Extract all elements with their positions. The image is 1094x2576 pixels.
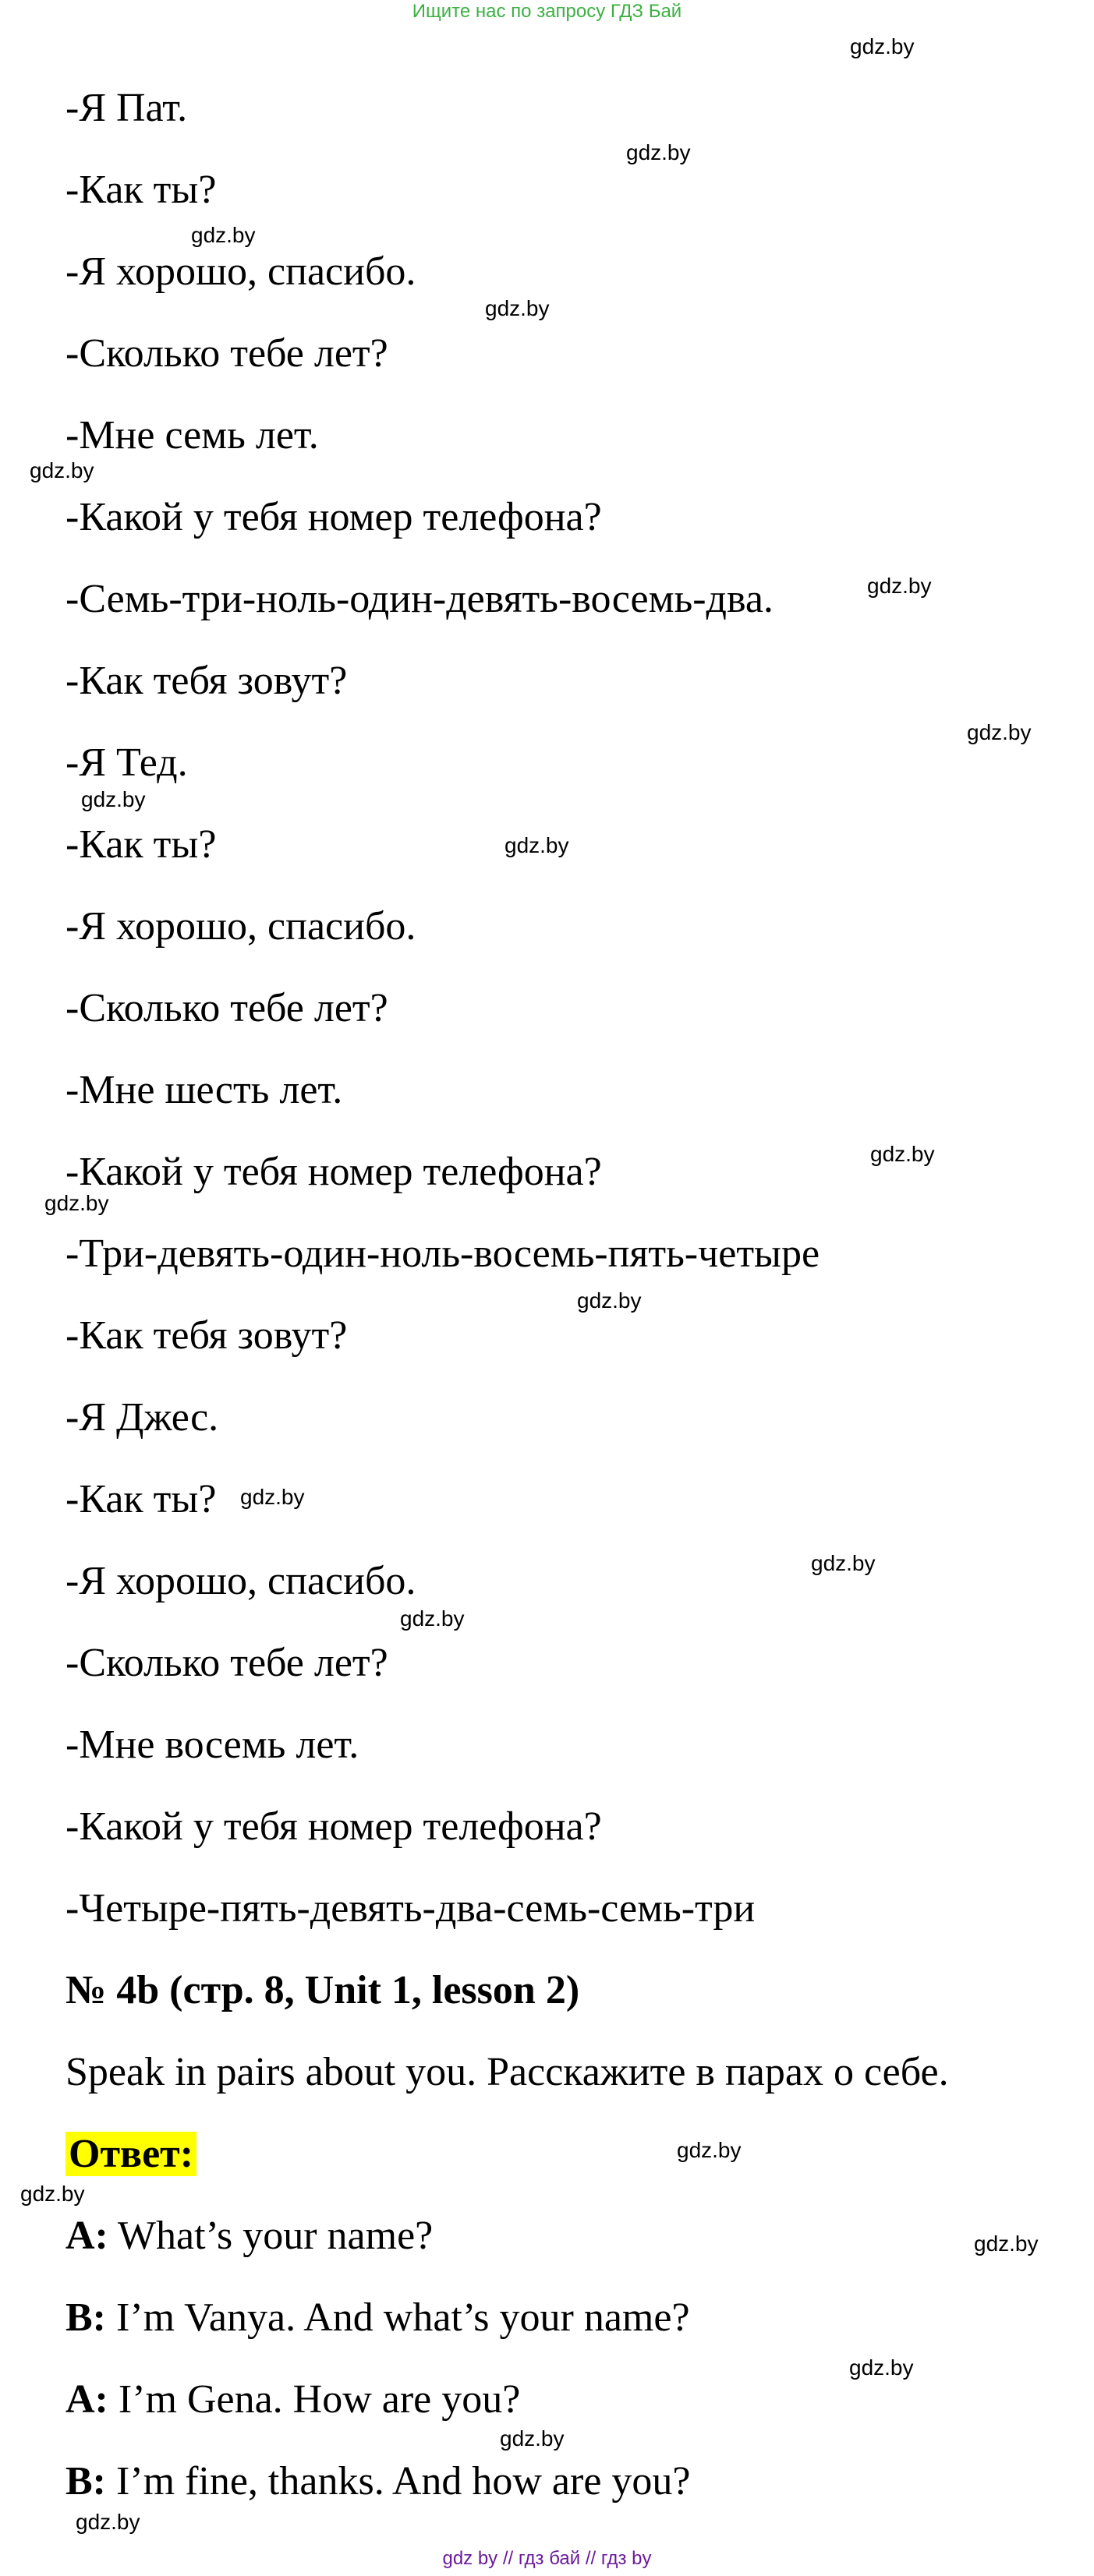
dialogue-line: -Какой у тебя номер телефона? xyxy=(65,495,602,539)
watermark: gdz.by xyxy=(870,1142,935,1166)
speaker-label: A: xyxy=(65,2214,108,2258)
watermark: gdz.by xyxy=(485,296,550,320)
watermark: gdz.by xyxy=(849,2355,914,2380)
watermark: gdz.by xyxy=(44,1191,109,1215)
speaker-text: I’m Vanya. And what’s your name? xyxy=(106,2295,690,2340)
dialogue-line: -Я Джес. xyxy=(65,1395,219,1440)
dialogue-line: -Сколько тебе лет? xyxy=(65,986,388,1030)
dialogue-line: -Я Пат. xyxy=(65,86,188,130)
dialogue-line: -Сколько тебе лет? xyxy=(65,1641,388,1685)
speaker-text: I’m fine, thanks. And how are you? xyxy=(106,2459,691,2504)
watermark: gdz.by xyxy=(577,1288,642,1313)
pair-dialogue-line xyxy=(65,2294,690,2342)
pair-dialogue-line xyxy=(65,2212,433,2260)
speaker-label: B: xyxy=(65,2459,106,2504)
watermark: gdz.by xyxy=(967,720,1032,744)
dialogue-line: -Семь-три-ноль-один-девять-восемь-два. xyxy=(65,577,774,621)
watermark: gdz.by xyxy=(811,1551,876,1575)
dialogue-line: -Как ты? xyxy=(65,822,217,867)
answer-label: Ответ: xyxy=(65,2132,196,2176)
watermark: gdz.by xyxy=(30,458,94,482)
dialogue-line: -Четыре-пять-девять-два-семь-семь-три xyxy=(65,1886,756,1931)
watermark: gdz.by xyxy=(191,223,256,247)
dialogue-line: -Мне восемь лет. xyxy=(65,1723,359,1767)
watermark: gdz.by xyxy=(20,2182,85,2206)
exercise-heading: № 4b (стр. 8, Unit 1, lesson 2) xyxy=(65,1968,580,2012)
dialogue-line: -Как тебя зовут? xyxy=(65,1313,348,1358)
dialogue-line: -Как ты? xyxy=(65,168,217,212)
dialogue-line: -Сколько тебе лет? xyxy=(65,331,388,376)
search-banner[interactable]: Ищите нас по запросу ГДЗ Бай xyxy=(412,1,682,22)
dialogue-line: -Я хорошо, спасибо. xyxy=(65,904,416,949)
watermark: gdz.by xyxy=(81,787,146,811)
dialogue-line: -Три-девять-один-ноль-восемь-пять-четыре xyxy=(65,1231,820,1276)
dialogue-line: -Я хорошо, спасибо. xyxy=(65,249,416,294)
watermark: gdz.by xyxy=(505,833,569,857)
watermark: gdz.by xyxy=(677,2138,742,2162)
answer-row xyxy=(65,2130,196,2178)
watermark: gdz.by xyxy=(240,1485,305,1509)
dialogue-line: -Как тебя зовут? xyxy=(65,659,348,703)
watermark: gdz.by xyxy=(974,2231,1039,2256)
exercise-task: Speak in pairs about you. Расскажите в парах о себе. xyxy=(65,2050,949,2094)
watermark: gdz.by xyxy=(867,574,932,598)
dialogue-line: -Какой у тебя номер телефона? xyxy=(65,1804,602,1849)
speaker-text: What’s your name? xyxy=(108,2214,434,2258)
watermark: gdz.by xyxy=(626,140,691,164)
footer-links[interactable]: gdz by // гдз бай // гдз by xyxy=(442,2548,652,2569)
watermark: gdz.by xyxy=(400,1606,465,1631)
speaker-label: B: xyxy=(65,2295,106,2340)
dialogue-line: -Мне шесть лет. xyxy=(65,1068,343,1112)
dialogue-line: -Как ты? xyxy=(65,1477,217,1521)
dialogue-line: -Я Тед. xyxy=(65,740,188,785)
speaker-text: I’m Gena. How are you? xyxy=(108,2377,521,2422)
speaker-label: A: xyxy=(65,2377,108,2422)
dialogue-line: -Я хорошо, спасибо. xyxy=(65,1559,416,1603)
watermark: gdz.by xyxy=(500,2426,565,2451)
watermark: gdz.by xyxy=(76,2510,140,2534)
pair-dialogue-line xyxy=(65,2376,520,2424)
dialogue-line: -Мне семь лет. xyxy=(65,413,319,458)
dialogue-line: -Какой у тебя номер телефона? xyxy=(65,1150,602,1194)
pair-dialogue-line xyxy=(65,2458,690,2506)
watermark: gdz.by xyxy=(850,34,915,58)
